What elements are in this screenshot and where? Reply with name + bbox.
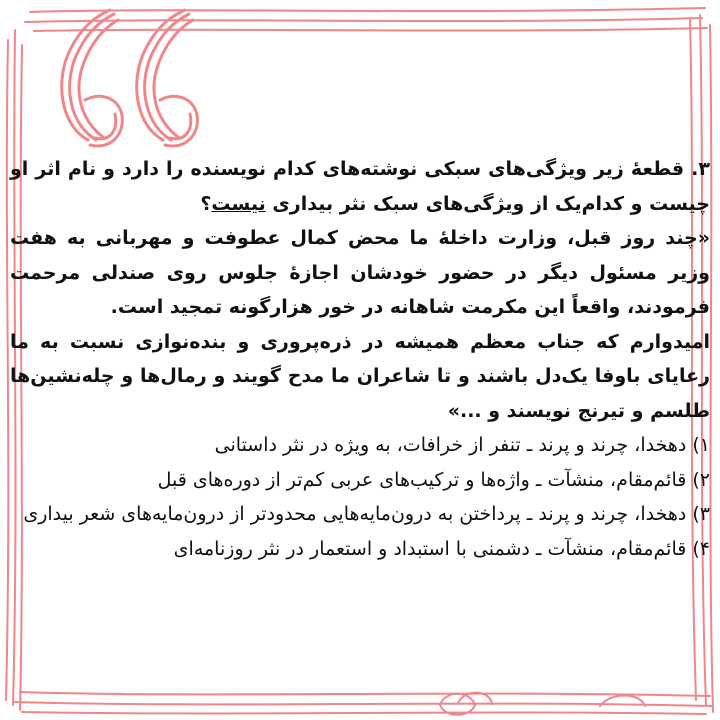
question-line1: قطعهٔ زیر ویژگی‌های سبکی نوشته‌های کدام نویسنده را دارد و نام اثر — [35, 158, 685, 180]
answer-option-3[interactable]: ۳) دهخدا، چرند و پرند ـ پرداختن به درون‌مایه‌هایی محدودتر از درون‌مایه‌های شعر بیداری — [23, 503, 710, 525]
answer-option-4[interactable]: ۴) قائم‌مقام، منشآت ـ دشمنی با استبداد و استعمار در نثر روزنامه‌ای — [173, 537, 710, 560]
question-text — [10, 152, 710, 221]
question-negation: نیست — [211, 192, 266, 215]
passage-paragraph-2: امیدوارم که جناب معظم همیشه در ذره‌پروری و بنده‌نوازی نسبت به ما رعایای باوفا یک‌دل باشند و تا شاعران ما مدح گویند و رمال‌ها و چله‌نشین‌ها طلسم و تیرنج نویسند و ...» — [10, 330, 710, 422]
answer-option-1[interactable]: ۱) دهخدا، چرند و پرند ـ تنفر از خرافات، به ویژه در نثر داستانی — [214, 434, 710, 456]
question-block — [10, 152, 710, 566]
passage-paragraph-1: «چند روز قبل، وزارت داخلهٔ ما محض کمال عطوفت و مهربانی به هفت وزیر مسئول دیگر در حضور خودشان اجازهٔ جلوس روی صندلی مرحمت فرمودند، واقعاً این مکرمت شاهانه در خور هزارگونه تمجید است. — [10, 227, 710, 318]
question-number: ۳. — [691, 158, 710, 180]
question-mark: ؟ — [200, 192, 212, 215]
answer-option-2[interactable]: ۲) قائم‌مقام، منشآت ـ واژه‌ها و ترکیب‌های عربی کم‌تر از دوره‌های قبل — [157, 468, 710, 491]
question-line2: او چیست و کدام‌یک از ویژگی‌های سبک نثر بیداری — [10, 158, 710, 215]
